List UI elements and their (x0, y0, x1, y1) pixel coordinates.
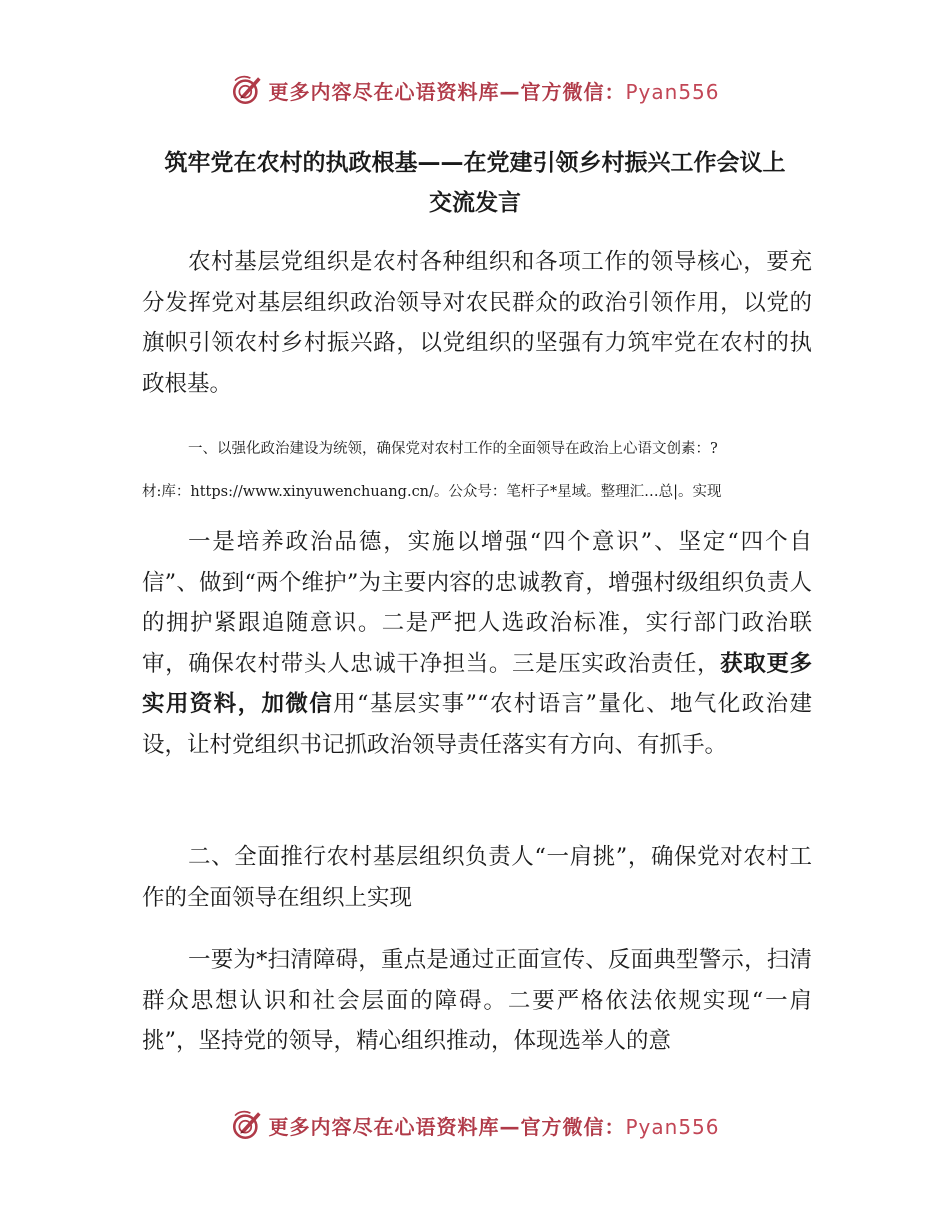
watermark-text: 更多内容尽在心语资料库—官方微信：Pyan556 (268, 1114, 720, 1139)
watermark-wechat-id: Pyan556 (625, 1114, 720, 1139)
title-line-1: 筑牢党在农村的执政根基——在党建引领乡村振兴工作会议上 (164, 150, 786, 176)
watermark-banner-top (0, 70, 950, 110)
promo-inline-text: 获取更多实用资料，加微信 (142, 650, 812, 717)
section-1-paragraph: 一是培养政治品德，实施以增强“四个意识”、坚定“四个自信”、做到“两个维护”为主要内容的忠诚教育，增强村级组织负责人的拥护紧跟追随意识。二是严把人选政治标准，实行部门政治联审，确保农村带头人忠诚干净担当。三是压实政治责任，获取更多实用资料，加微信用“基层实事”“农村语言”量化、地气化政治建设，让村党组织书记抓政治领导责任落实有方向、有抓手。 (142, 529, 812, 758)
section-1-heading-line-2: 材:库：https://www.xinyuwenchuang.cn/。公众号：笔杆子*星域。整理汇…总|。实现 (142, 484, 722, 500)
document-title (120, 143, 830, 223)
intro-paragraph: 农村基层党组织是农村各种组织和各项工作的领导核心，要充分发挥党对基层组织政治领导对农民群众的政治引领作用，以党的旗帜引领农村乡村振兴路，以党组织的坚强有力筑牢党在农村的执政根基。 (142, 249, 812, 397)
pen-logo-icon (230, 73, 264, 107)
pen-logo-icon (230, 1108, 264, 1142)
watermark-wechat-id: Pyan556 (625, 79, 720, 104)
title-line-2: 交流发言 (429, 190, 521, 216)
section-2-paragraph: 一要为*扫清障碍，重点是通过正面宣传、反面典型警示，扫清群众思想认识和社会层面的障碍。二要严格依法依规实现“一肩挑”，坚持党的领导，精心组织推动，体现选举人的意 (142, 947, 812, 1054)
section-1-heading-line-1: 一、以强化政治建设为统领，确保党对农村工作的全面领导在政治上心语文创素：? (188, 441, 718, 457)
section-2-heading: 二、全面推行农村基层组织负责人“一肩挑”，确保党对农村工作的全面领导在组织上实现 (142, 844, 812, 911)
watermark-text: 更多内容尽在心语资料库—官方微信：Pyan556 (268, 79, 720, 104)
watermark-banner-bottom (0, 1105, 950, 1145)
